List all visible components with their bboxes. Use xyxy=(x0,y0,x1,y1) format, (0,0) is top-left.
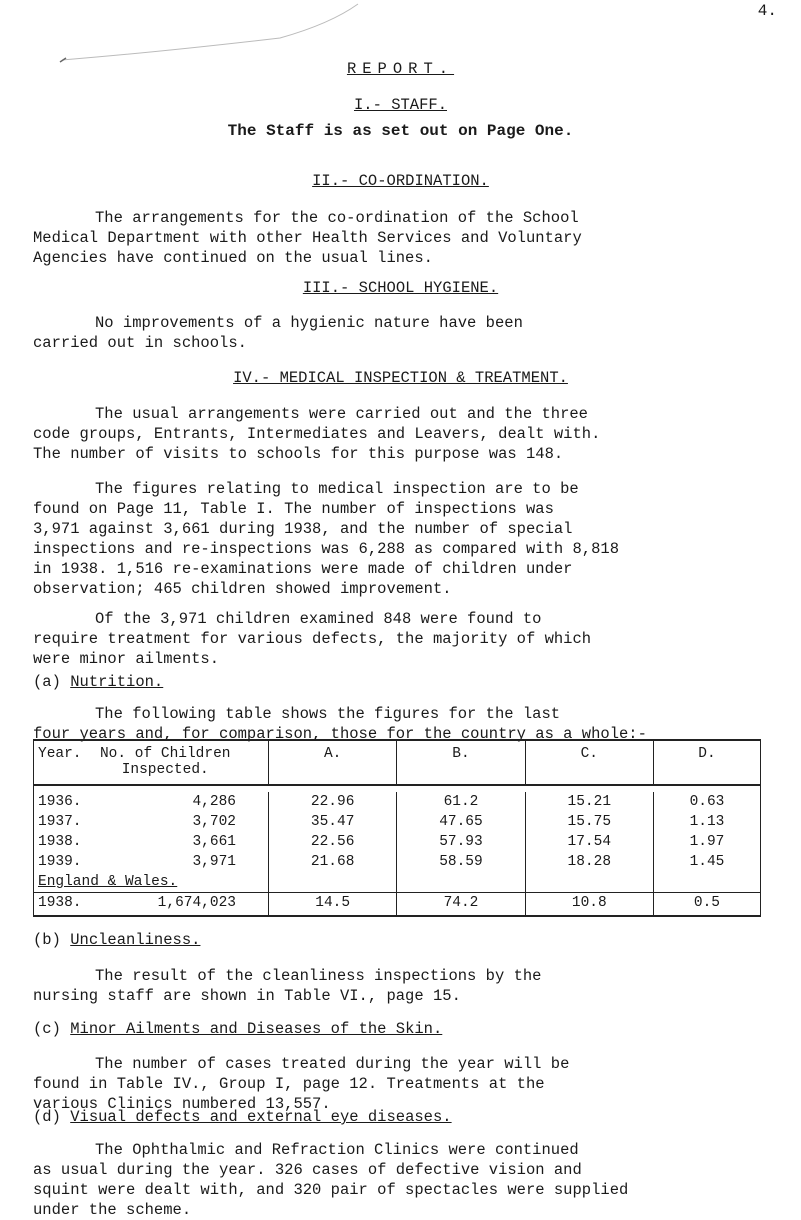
col-header-d: D. xyxy=(653,740,760,785)
nutrition-heading: (a) Nutrition. xyxy=(33,673,164,691)
visual-heading: (d) Visual defects and external eye diseases. xyxy=(33,1108,452,1126)
col-header-children: No. of Children Inspected. xyxy=(99,746,231,778)
uncleanliness-text: The result of the cleanliness inspections by the nursing staff are shown in Table VI., page 15. xyxy=(33,967,542,1005)
col-header-year: Year. No. of Children Inspected. xyxy=(34,740,269,785)
table-row: 1938. 3,661 22.56 57.93 17.54 1.97 xyxy=(34,832,761,852)
medical-heading: IV.- MEDICAL INSPECTION & TREATMENT. xyxy=(233,369,568,387)
minor-ailments-heading: (c) Minor Ailments and Diseases of the Skin. xyxy=(33,1020,443,1038)
table-row-england: 1938. 1,674,023 14.5 74.2 10.8 0.5 xyxy=(34,893,761,917)
col-header-b: B. xyxy=(397,740,525,785)
medical-paragraph-3: Of the 3,971 children examined 848 were found to require treatment for various defects, the majority of which were minor ailments. xyxy=(33,610,592,668)
hygiene-text: No improvements of a hygienic nature have been carried out in schools. xyxy=(33,314,523,352)
staff-heading: I.- STAFF. xyxy=(353,96,447,114)
medical-paragraph-1: The usual arrangements were carried out and the three code groups, Entrants, Intermediates and Leavers, dealt with. The number of visits to schools for this purpose was 148. xyxy=(33,405,601,463)
nutrition-text: The following table shows the figures for the last four years and, for comparison, those for the country as a whole:- xyxy=(33,705,647,743)
table-row: 1939. 3,971 21.68 58.59 18.28 1.45 xyxy=(34,852,761,872)
report-title: REPORT. xyxy=(346,60,455,78)
nutrition-table xyxy=(33,739,761,917)
table-row xyxy=(34,872,761,893)
hygiene-heading: III.- SCHOOL HYGIENE. xyxy=(302,279,499,297)
coordination-text: The arrangements for the co-ordination of the School Medical Department with other Health Services and Voluntary Agencies have continued on the usual lines. xyxy=(33,209,582,267)
col-header-c: C. xyxy=(525,740,653,785)
staff-text: The Staff is as set out on Page One. xyxy=(227,122,574,140)
table-row: 1936. 4,286 22.96 61.2 15.21 0.63 xyxy=(34,792,761,812)
minor-ailments-text: The number of cases treated during the year will be found in Table IV., Group I, page 12. Treatments at the various Clinics numbered 13,557. xyxy=(33,1055,570,1113)
england-wales-label: England & Wales. xyxy=(38,874,178,890)
page-number: 4. xyxy=(757,2,777,20)
table-row: 1937. 3,702 35.47 47.65 15.75 1.13 xyxy=(34,812,761,832)
col-header-a: A. xyxy=(269,740,397,785)
coordination-heading: II.- CO-ORDINATION. xyxy=(312,172,489,190)
visual-text: The Ophthalmic and Refraction Clinics were continued as usual during the year. 326 cases of defective vision and squint were dealt with, and 320 pair of spectacles were supplied under the scheme. xyxy=(33,1141,629,1219)
medical-paragraph-2: The figures relating to medical inspection are to be found on Page 11, Table I. The number of inspections was 3,971 against 3,661 during 1938, and the number of special inspections and re-inspections was 6,288 as compared with 8,818 in 1938. 1,516 re-examinations were made of children under observation; 465 children showed improvement. xyxy=(33,480,619,598)
uncleanliness-heading: (b) Uncleanliness. xyxy=(33,931,201,949)
